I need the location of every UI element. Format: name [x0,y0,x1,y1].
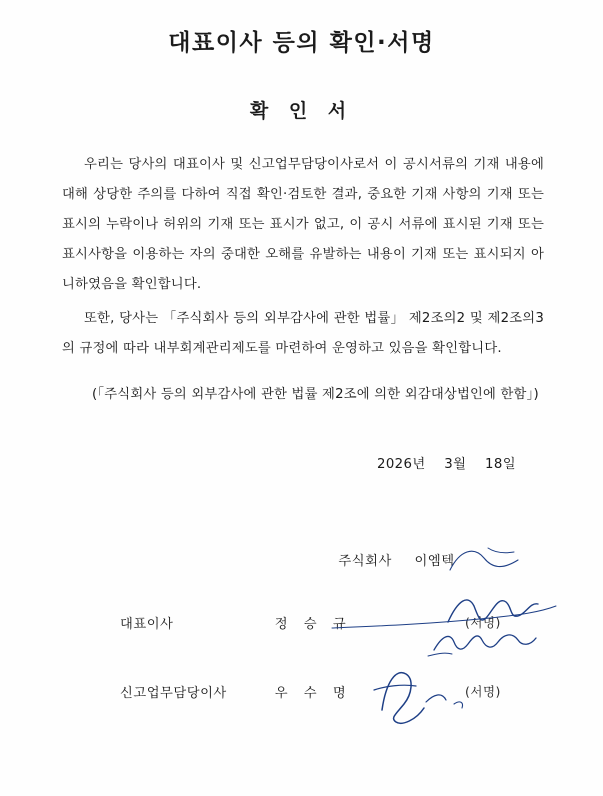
date-line [62,453,544,472]
signature-role-ceo: 대표이사 [120,617,174,632]
company-prefix: 주식회사 [338,554,392,569]
document-subtitle: 확 인 서 [249,100,354,122]
page-title: 대표이사 등의 확인·서명 [168,30,435,56]
company-line [0,550,603,569]
date-day: 18일 [485,457,516,472]
paragraph-internal-accounting-text: 또한, 당사는 「주식회사 등의 외부감사에 관한 법률」 제2조의2 및 제2조의3의 규정에 따라 내부회계관리제도를 마련하여 운영하고 있음을 확인합니다. [62,311,544,356]
signature-name-ceo: 정 승 규 [274,617,352,632]
signature-role-officer: 신고업무담당이사 [120,686,227,701]
date-month: 3월 [444,457,467,472]
signature-name-officer: 우 수 명 [274,686,352,701]
signature-seal-label-ceo: (서명) [465,615,501,630]
signature-seal-label-officer: (서명) [465,684,501,699]
signature-row-officer [120,682,560,701]
paragraph-note [62,380,544,410]
paragraph-internal-accounting [62,304,544,364]
signature-row-ceo [120,613,560,632]
paragraph-confirmation-text: 우리는 당사의 대표이사 및 신고업무담당이사로서 이 공시서류의 기재 내용에 대해 상당한 주의를 다하여 직접 확인·검토한 결과, 중요한 기재 사항의 기재 또는 표시의 누락이나 허위의 기재 또는 표시가 없고, 이 공시 서류에 표시된 기재 또는 표시사항을 이용하는 자의 중대한 오해를 유발하는 내용이 기재 또는 표시되지 아니하였음을 확인합니다. [62,157,544,292]
company-name: 이엠텍 [414,554,455,569]
date-year: 2026년 [376,457,426,472]
paragraph-note-text: (「주식회사 등의 외부감사에 관한 법률 제2조에 의한 외감대상법인에 한함」) [92,387,539,402]
paragraph-confirmation [62,150,544,300]
